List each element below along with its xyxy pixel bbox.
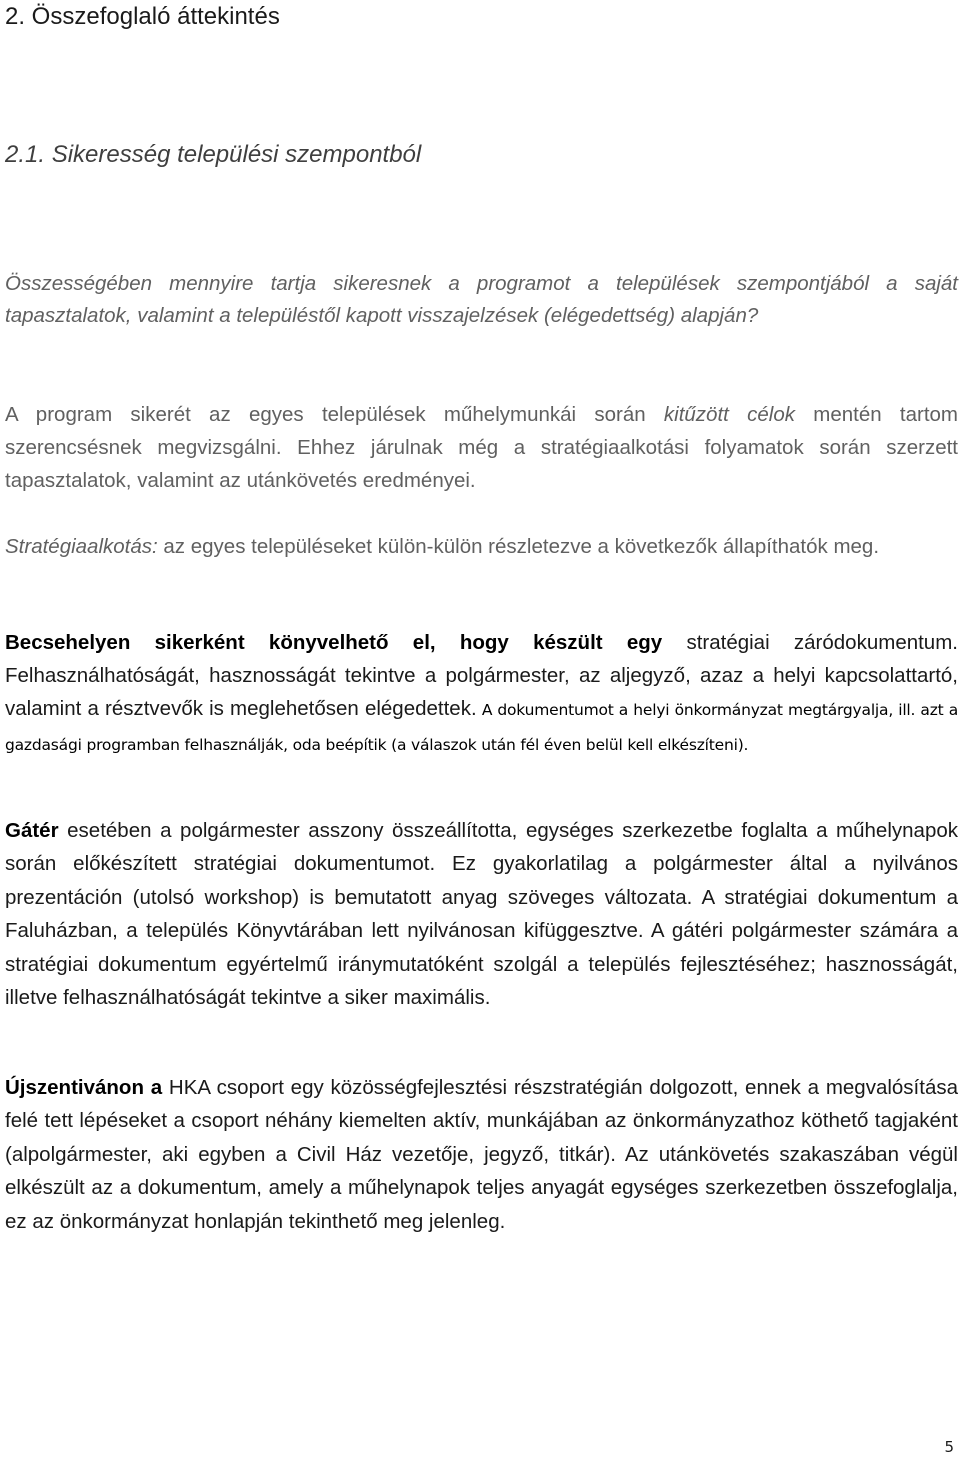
strategy-text: az egyes településeket külön-külön részletezve a következők állapíthatók meg. — [157, 535, 880, 558]
ujszentivan-paragraph — [5, 1071, 958, 1238]
subsection-heading: 2.1. Sikeresség települési szempontból — [5, 141, 422, 168]
strategy-paragraph — [5, 530, 958, 563]
intro-paragraph — [5, 398, 958, 497]
intro-text-end: mentén tartom szerencsésnek megvizsgálni. Ehhez járulnak még a stratégiaalkotási folyamatok során szerzett tapasztalatok, valamint az utánkövetés eredményei. — [5, 403, 958, 492]
becsehely-paragraph — [5, 626, 958, 762]
ujszentivan-bold-lead: Újszentivánon a — [5, 1076, 163, 1099]
gater-paragraph — [5, 814, 958, 1014]
becsehely-text: stratégiai záródokumentum. Felhasználhatóságát, hasznosságát tekintve a polgármester, az aljegyző, azaz a helyi kapcsolattartó, valamint a résztvevők is meglehetősen elégedettek. — [5, 631, 958, 720]
strategy-label: Stratégiaalkotás: — [5, 535, 158, 558]
page-number: 5 — [944, 1438, 954, 1456]
gater-text: esetében a polgármester asszony összeállította, egységes szerkezetbe foglalta a műhelynapok során előkészített stratégiai dokumentumot. Ez gyakorlatilag a polgármester által a nyilvános prezentáción (utolsó workshop) is bemutatott anyag szöveges változata. A stratégiai dokumentum a Faluházban, a település Könyvtárában lett nyilvánosan kifüggesztve. A gátéri polgármester számára a stratégiai dokumentum egyértelmű iránymutatóként szolgál a település fejlesztéséhez; hasznosságát, illetve felhasználhatóságát tekintve a siker maximális. — [5, 819, 958, 1010]
gater-bold-lead: Gátér — [5, 819, 59, 842]
section-heading: 2. Összefoglaló áttekintés — [5, 3, 280, 30]
intro-italic-phrase: kitűzött célok — [663, 403, 795, 426]
becsehely-note: A dokumentumot a helyi önkormányzat megtárgyalja, ill. azt a gazdasági programban felhasználják, oda beépítik (a válaszok után fél éven belül kell elkészíteni). — [5, 701, 958, 754]
intro-text-start: A program sikerét az egyes települések műhelymunkái során — [5, 403, 664, 426]
ujszentivan-text: HKA csoport egy közösségfejlesztési részstratégián dolgozott, ennek a megvalósítása felé tett lépéseket a csoport néhány kiemelten aktív, munkájában az önkormányzathoz köthető tagjaként (alpolgármester, aki egyben a Civil Ház vezetője, jegyző, titkár). Az utánkövetés szakaszában végül elkészült az a dokumentum, amely a műhelynapok teljes anyagát egységes szerkezetben összefoglalja, ez az önkormányzat honlapján tekinthető meg jelenleg. — [5, 1076, 959, 1233]
question-paragraph: Összességében mennyire tartja sikeresnek a programot a települések szempontjából a saját tapasztalatok, valamint a településtől kapott visszajelzések (elégedettség) alapján? — [5, 272, 958, 327]
becsehely-bold-lead: Becsehelyen sikerként könyvelhető el, hogy készült egy — [5, 631, 663, 654]
